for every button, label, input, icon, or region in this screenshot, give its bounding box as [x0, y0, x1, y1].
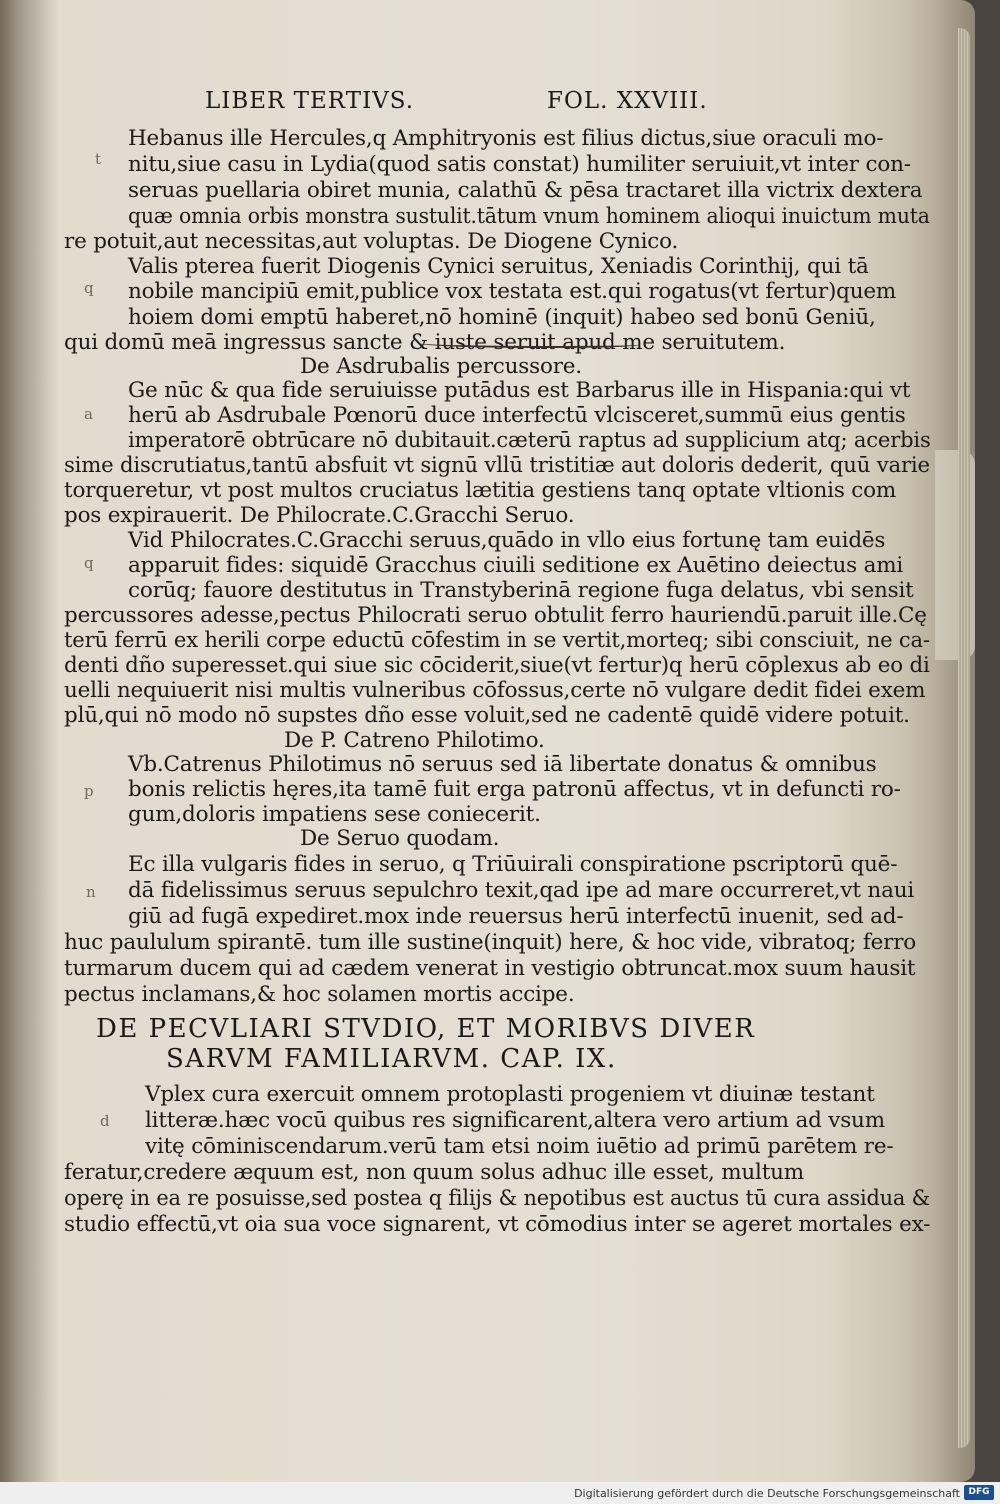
text-line: studio effectū,vt oia sua voce signarent, vt cōmodius inter se ageret mortales ex- — [64, 1212, 931, 1237]
text-line: pos expirauerit. De Philocrate.C.Gracchi Seruo. — [64, 503, 575, 528]
guide-letter: q — [84, 554, 94, 572]
text-line: bonis relictis hęres,ita tamē fuit erga patronū affectus, vt in defuncti ro- — [128, 777, 901, 802]
text-line: Vplex cura exercuit omnem protoplasti progeniem vt diuinæ testant — [145, 1082, 875, 1107]
text-line: dā fidelissimus seruus sepulchro texit,qad ipe ad mare occurreret,vt naui — [128, 878, 915, 903]
text-line: imperatorē obtrūcare nō dubitauit.cæterū raptus ad supplicium atq; acerbis — [128, 428, 931, 453]
text-line: Ec illa vulgaris fides in seruo, q Triūuirali conspiratione pscriptorū quē- — [128, 852, 898, 877]
page-edges — [958, 28, 970, 1448]
text-line: terū ferrū ex herili corpe eductū cōfestim in se vertit,morteq; sibi consciuit, ne ca- — [64, 628, 930, 653]
text-line: corūq; fauore destitutus in Transtyberinā regione fuga delatus, vbi sensit — [128, 578, 914, 603]
text-line: qui domū meā ingressus sancte & iuste seruit apud me seruitutem. — [64, 330, 786, 355]
footer-credit: Digitalisierung gefördert durch die Deutsche Forschungsgemeinschaft — [574, 1487, 960, 1500]
running-head-left: LIBER TERTIVS. — [205, 88, 415, 114]
text-line: litteræ.hæc vocū quibus res significarent,altera vero artium ad vsum — [145, 1108, 885, 1133]
text-line: Vb.Catrenus Philotimus nō seruus sed iā libertate donatus & omnibus — [128, 752, 877, 777]
text-line: Ge nūc & qua fide seruiuisse putādus est Barbarus ille in Hispania:qui vt — [128, 378, 911, 403]
guide-letter: n — [86, 883, 96, 901]
guide-letter: a — [84, 405, 93, 423]
text-line: gum,doloris impatiens sese coniecerit. — [128, 802, 541, 827]
text-line: denti dño superesset.qui siue sic cōciderit,siue(vt fertur)q herū cōplexus ab eo di — [64, 653, 930, 678]
text-line: pectus inclamans,& hoc solamen mortis accipe. — [64, 982, 575, 1007]
section-heading: De Asdrubalis percussore. — [300, 354, 582, 379]
chapter-heading-line2: SARVM FAMILIARVM. CAP. IX. — [166, 1044, 617, 1074]
text-line: huc paululum spirantē. tum ille sustine(inquit) here, & hoc vide, vibratoq; ferro — [64, 930, 917, 955]
text-line: sime discrutiatus,tantū absfuit vt signū vllū tristitiæ aut doloris dederit, quū varie — [64, 453, 930, 478]
text-line: seruas puellaria obiret munia, calathū & pēsa tractaret illa victrix dextera — [128, 178, 923, 203]
dfg-logo[interactable]: DFG — [964, 1485, 994, 1500]
text-line: plū,qui nō modo nō supstes dño esse voluit,sed ne cadentē quidē videre potuit. — [64, 703, 910, 728]
text-line: uelli nequiuerit nisi multis vulneribus cōfossus,certe nō vulgare dedit fidei exem — [64, 678, 926, 703]
text-line: vitę cōminiscendarum.verū tam etsi noim iuētio ad primū parētem re- — [145, 1134, 894, 1159]
guide-letter: d — [100, 1112, 110, 1130]
chapter-heading-line1: DE PECVLIARI STVDIO, ET MORIBVS DIVER — [96, 1014, 756, 1044]
text-line: nobile mancipiū emit,publice vox testata est.qui rogatus(vt fertur)quem — [128, 279, 897, 304]
text-line: percussores adesse,pectus Philocrati seruo obtulit ferro hauriendū.paruit ille.Cę — [64, 603, 927, 628]
text-line: hoiem domi emptū haberet,nō hominē (inquit) habeo sed bonū Geniū, — [128, 305, 876, 330]
text-line: operę in ea re posuisse,sed postea q filijs & nepotibus est auctus tū cura assidua & — [64, 1186, 931, 1211]
text-line: Hebanus ille Hercules,q Amphitryonis est filius dictus,siue oraculi mo- — [128, 126, 884, 151]
running-head-right: FOL. XXVIII. — [547, 88, 708, 114]
binding-shadow — [0, 0, 60, 1482]
section-heading: De P. Catreno Philotimo. — [284, 728, 545, 753]
text-line: nitu,siue casu in Lydia(quod satis constat) humiliter seruiuit,vt inter con- — [128, 152, 911, 177]
guide-letter: q — [84, 279, 94, 297]
text-line: apparuit fides: siquidē Gracchus ciuili seditione ex Auētino deiectus ami — [128, 553, 904, 578]
text-line: turmarum ducem qui ad cædem venerat in vestigio obtruncat.mox suum hausit — [64, 956, 916, 981]
text-line: herū ab Asdrubale Pœnorū duce interfectū vlcisceret,summū eius gentis — [128, 403, 906, 428]
text-line: Vid Philocrates.C.Gracchi seruus,quādo in vllo eius fortunę tam euidēs — [128, 528, 886, 553]
guide-letter: p — [84, 782, 94, 800]
text-line: torqueretur, vt post multos cruciatus lætitia gestiens tanq optate vltionis com — [64, 478, 897, 503]
text-line: Valis pterea fuerit Diogenis Cynici seruitus, Xeniadis Corinthij, qui tā — [128, 254, 869, 279]
text-line: feratur,credere æquum est, non quum solus adhuc ille esset, multum — [64, 1160, 804, 1185]
footer-bar — [0, 1482, 1000, 1504]
section-heading: De Seruo quodam. — [300, 826, 500, 851]
text-line: giū ad fugā expediret.mox inde reuersus herū interfectū inuenit, sed ad- — [128, 904, 904, 929]
guide-letter: t — [95, 150, 102, 168]
text-line: re potuit,aut necessitas,aut voluptas. De Diogene Cynico. — [64, 229, 679, 254]
text-line: quæ omnia orbis monstra sustulit.tātum vnum hominem alioqui inuictum muta — [128, 204, 930, 229]
